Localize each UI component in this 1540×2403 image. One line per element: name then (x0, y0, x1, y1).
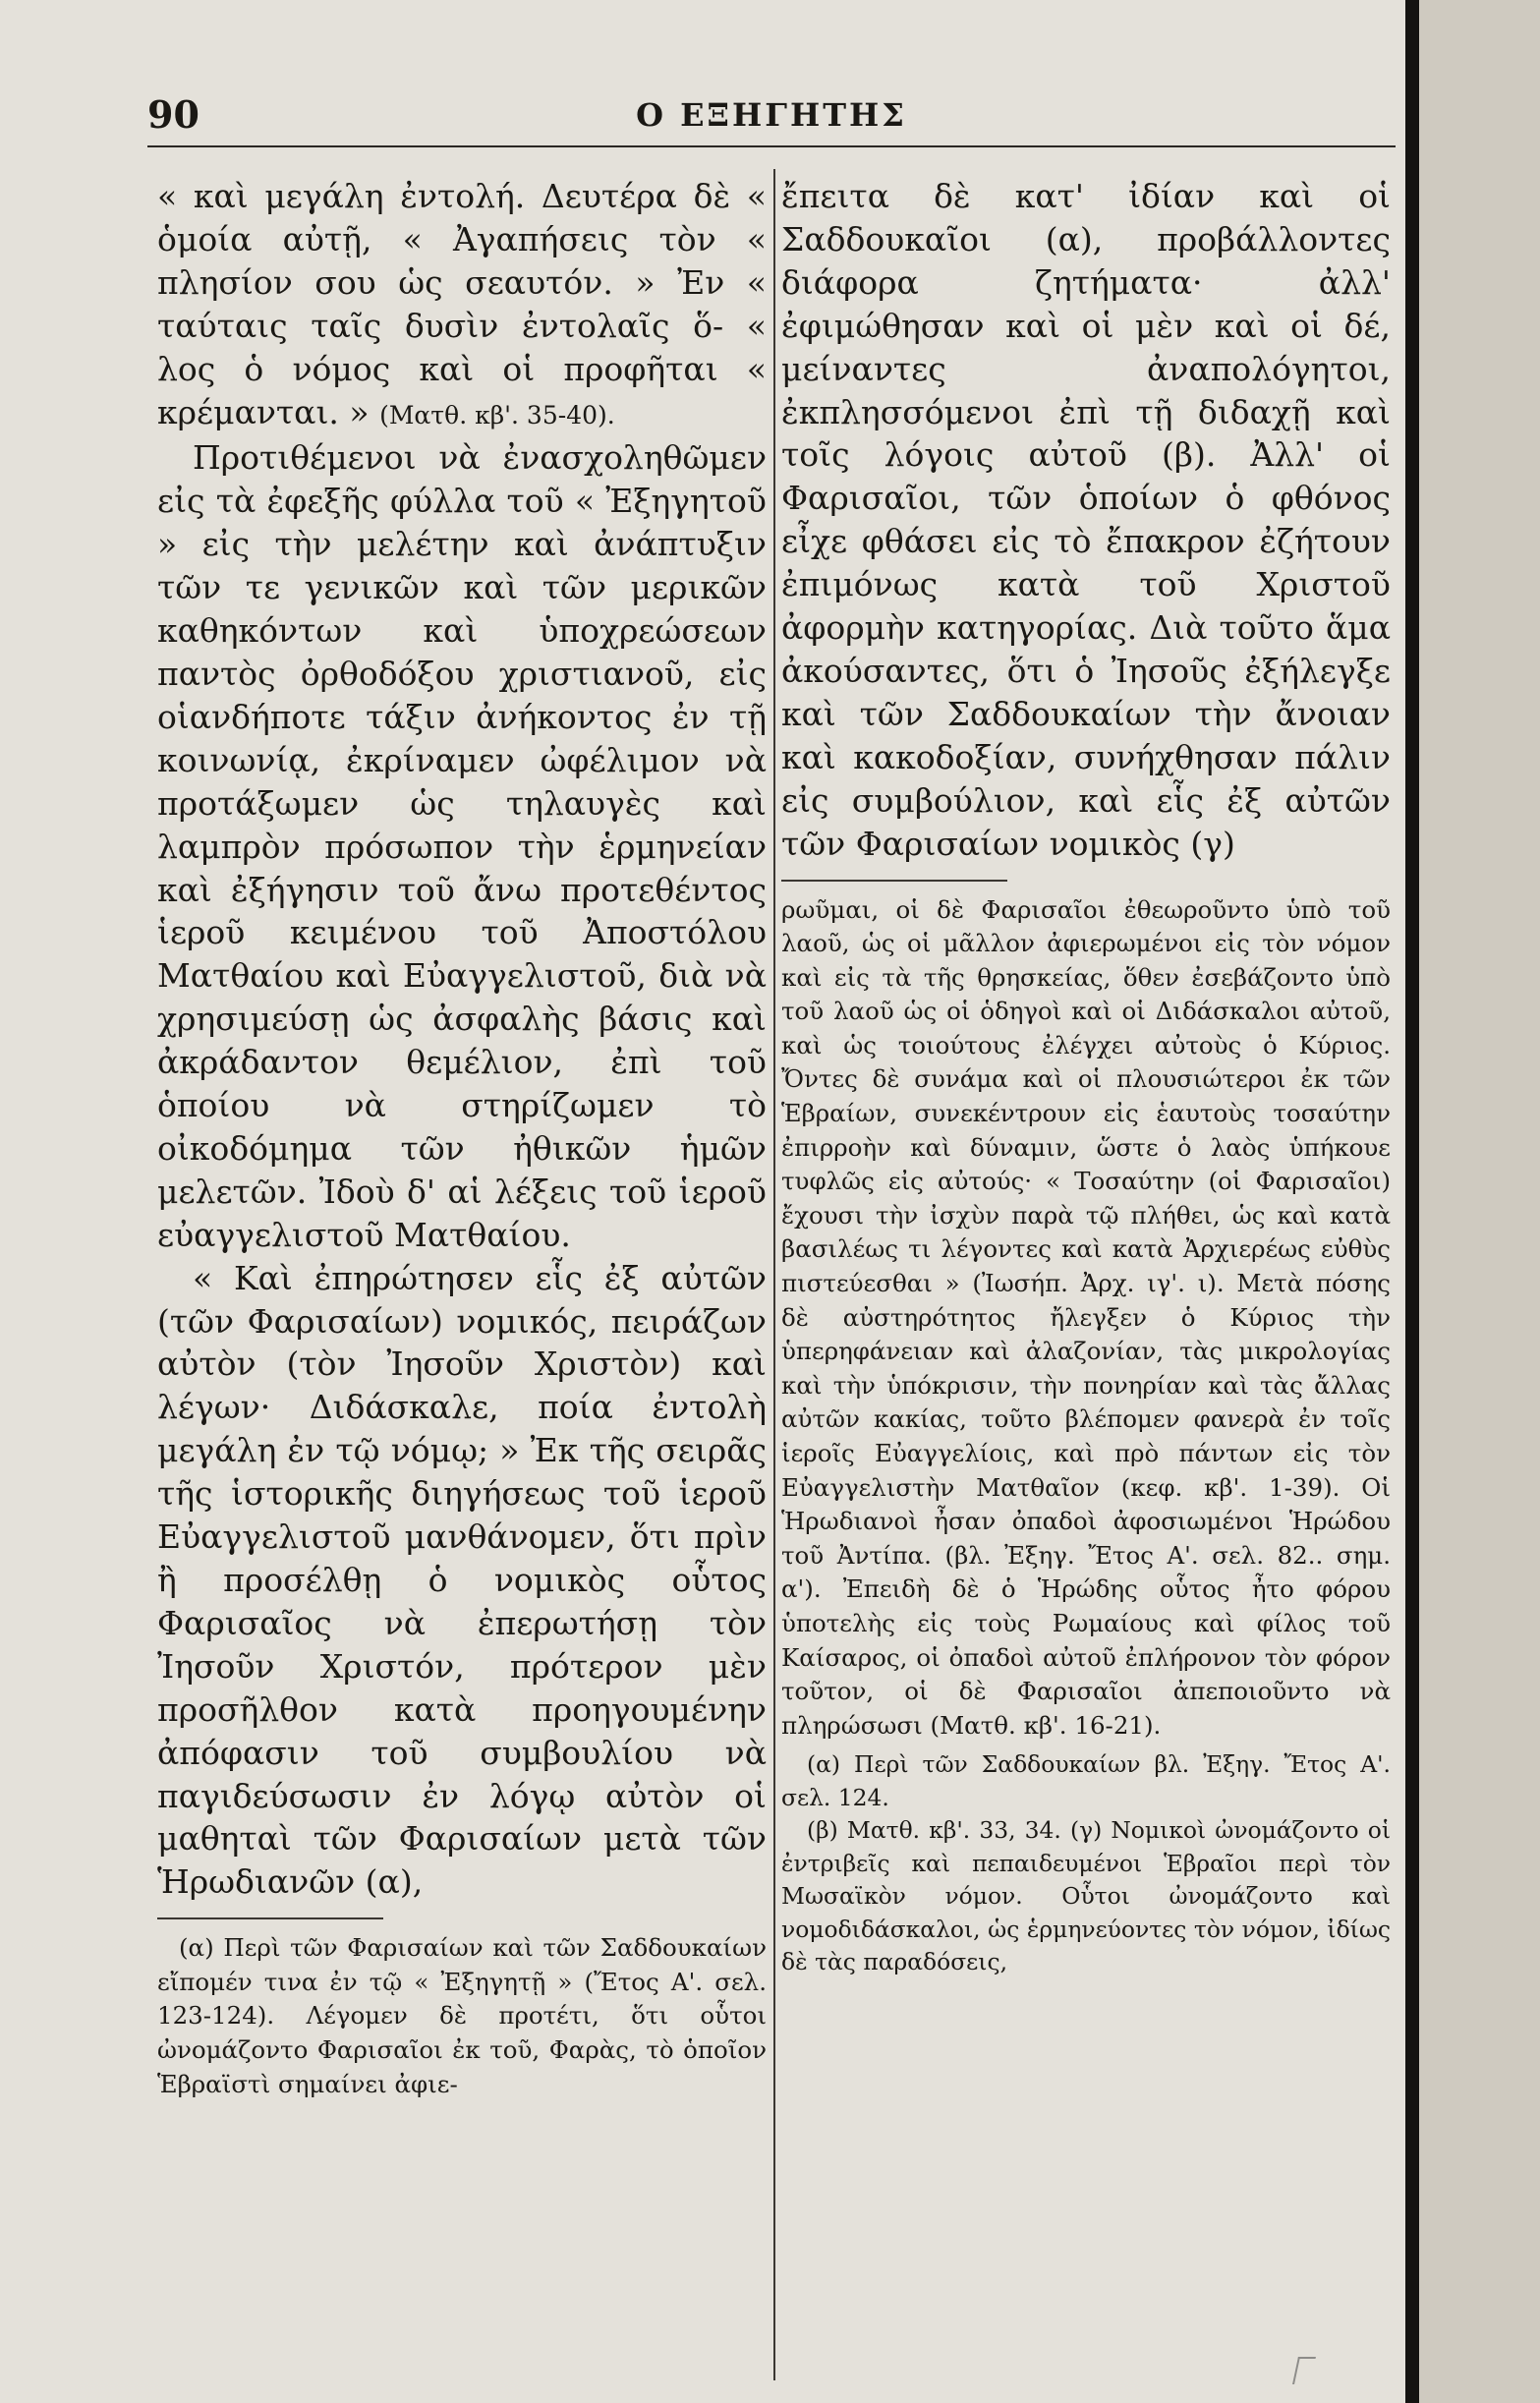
left-paragraph-1 (157, 175, 767, 436)
left-column (157, 175, 767, 2376)
left-paragraph-3: « Καὶ ἐπηρώτησεν εἷς ἐξ αὐτῶν (τῶν Φαρισαίων) νομικός, πειράζων αὐτὸν (τὸν Ἰησοῦν Χριστὸν) καὶ λέγων· Διδάσκαλε, ποία ἐντολὴ μεγάλη ἐν τῷ νόμῳ; » Ἐκ τῆς σειρᾶς τῆς ἱστορικῆς διηγήσεως τοῦ ἱεροῦ Εὐαγγελιστοῦ μανθάνομεν, ὅτι πρὶν ἢ προσέλθῃ ὁ νομικὸς οὗτος Φαρισαῖος νὰ ἐπερωτήσῃ τὸν Ἰησοῦν Χριστόν, πρότερον μὲν προσῆλθον κατὰ προηγουμένην ἀπόφασιν τοῦ συμβουλίου νὰ παγιδεύσωσιν ἐν λόγῳ αὐτὸν οἱ μαθηταὶ τῶν Φαρισαίων μετὰ τῶν Ἡρωδιανῶν (α), (157, 1258, 767, 1902)
right-footnote-a: (α) Περὶ τῶν Σαδδουκαίων βλ. Ἐξηγ. Ἔτος Α'. σελ. 124. (781, 1750, 1391, 1811)
right-main-text (781, 175, 1391, 866)
right-paragraph-1: ἔπειτα δὲ κατ' ἰδίαν καὶ οἱ Σαδδουκαῖοι (α), προβάλλοντες διάφορα ζητήματα· ἀλλ' ἐφιμώθησαν καὶ οἱ μὲν καὶ οἱ δέ, μείναντες ἀναπολόγητοι, ἐκπλησσόμενοι ἐπὶ τῇ διδαχῇ καὶ τοῖς λόγοις αὐτοῦ (β). Ἀλλ' οἱ Φαρισαῖοι, τῶν ὁποίων ὁ φθόνος εἶχε φθάσει εἰς τὸ ἔπακρον ἐζήτουν ἐπιμόνως κατὰ τοῦ Χριστοῦ ἀφορμὴν κατηγορίας. Διὰ τοῦτο ἅμα ἀκούσαντες, ὅτι ὁ Ἰησοῦς ἐξήλεγξε καὶ τῶν Σαδδουκαίων τὴν ἄνοιαν καὶ κακοδοξίαν, συνήχθησαν πάλιν εἰς συμβούλιον, καὶ εἷς ἐξ αὐτῶν τῶν Φαρισαίων νομικὸς (γ) (781, 177, 1391, 863)
right-lower-footnotes (781, 1748, 1391, 1979)
right-footnote-rule (781, 880, 1007, 882)
left-main-text (157, 175, 767, 1904)
right-footnotes (781, 893, 1391, 1744)
page-header (147, 86, 1396, 147)
left-paragraph-1-cite: (Ματθ. κβ'. 35-40). (379, 400, 615, 429)
left-paragraph-1-text: « καὶ μεγάλη ἐντολή. Δευτέρα δὲ « ὁμοία αὐτῇ, « Ἀγαπήσεις τὸν « πλησίον σου ὡς σεαυτόν. » Ἐν « ταύταις ταῖς δυσὶν ἐντολαῖς ὅ- « λος ὁ νόμος καὶ οἱ προφῆται « κρέμανται. » (157, 177, 767, 431)
left-footnote-rule (157, 1917, 383, 1919)
left-paragraph-2: Προτιθέμενοι νὰ ἐνασχοληθῶμεν εἰς τὰ ἐφεξῆς φύλλα τοῦ « Ἐξηγητοῦ » εἰς τὴν μελέτην καὶ ἀνάπτυξιν τῶν τε γενικῶν καὶ τῶν μερικῶν καθηκόντων καὶ ὑποχρεώσεων παντὸς ὀρθοδόξου χριστιανοῦ, εἰς οἱανδήποτε τάξιν ἀνήκοντος ἐν τῇ κοινωνίᾳ, ἐκρίναμεν ὠφέλιμον νὰ προτάξωμεν ὡς τηλαυγὲς καὶ λαμπρὸν πρόσωπον τὴν ἑρμηνείαν καὶ ἐξήγησιν τοῦ ἄνω προτεθέντος ἱεροῦ κειμένου τοῦ Ἀποστόλου Ματθαίου καὶ Εὐαγγελιστοῦ, διὰ νὰ χρησιμεύσῃ ὡς ἀσφαλὴς βάσις καὶ ἀκράδαντον θεμέλιον, ἐπὶ τοῦ ὁποίου νὰ στηρίζωμεν τὸ οἰκοδόμημα τῶν ἠθικῶν ἡμῶν μελετῶν. Ἰδοὺ δ' αἱ λέξεις τοῦ ἱεροῦ εὐαγγελιστοῦ Ματθαίου. (157, 438, 767, 1254)
right-footnote-b-c: (β) Ματθ. κβ'. 33, 34. (γ) Νομικοὶ ὠνομάζοντο οἱ ἐντριβεῖς καὶ πεπαιδευμένοι Ἑβραῖοι περὶ τὸν Μωσαϊκὸν νόμον. Οὗτοι ὠνομάζοντο καὶ νομοδιδάσκαλοι, ὡς ἑρμηνεύοντες τὸν νόμον, ἰδίως δὲ τὰς παραδόσεις, (781, 1816, 1391, 1976)
left-footnote-a: (α) Περὶ τῶν Φαρισαίων καὶ τῶν Σαδδουκαίων εἴπομέν τινα ἐν τῷ « Ἐξηγητῇ » (Ἔτος Α'. σελ. 123-124). Λέγομεν δὲ προτέτι, ὅτι οὗτοι ὠνομάζοντο Φαρισαῖοι ἐκ τοῦ, Φαρὰς, τὸ ὁποῖον Ἑβραϊστὶ σημαίνει ἀφιε- (157, 1933, 767, 2098)
left-footnotes (157, 1931, 767, 2101)
running-title: Ο ΕΞΗΓΗΤΗΣ (636, 96, 907, 134)
page-edge (1419, 0, 1540, 2403)
right-footnote-continuation: ρωῦμαι, οἱ δὲ Φαρισαῖοι ἐθεωροῦντο ὑπὸ τοῦ λαοῦ, ὡς οἱ μᾶλλον ἀφιερωμένοι εἰς τὸν νόμον καὶ εἰς τὰ τῆς θρησκείας, ὅθεν ἐσεβάζοντο ὑπὸ τοῦ λαοῦ ὡς οἱ ὁδηγοὶ καὶ οἱ Διδάσκαλοι αὐτοῦ, καὶ ὡς τοιούτους ἐλέγχει αὐτοὺς ὁ Κύριος. Ὄντες δὲ συνάμα καὶ οἱ πλουσιώτεροι ἐκ τῶν Ἑβραίων, συνεκέντρουν εἰς ἑαυτοὺς τοσαύτην ἐπιρροὴν καὶ δύναμιν, ὥστε ὁ λαὸς ὑπήκουε τυφλῶς εἰς αὐτούς· « Τοσαύτην (οἱ Φαρισαῖοι) ἔχουσι τὴν ἰσχὺν παρὰ τῷ πλήθει, ὡς καὶ κατὰ βασιλέως τι λέγοντες καὶ κατὰ Ἀρχιερέως εὐθὺς πιστεύεσθαι » (Ἰωσήπ. Ἀρχ. ιγ'. ι). Μετὰ πόσης δὲ αὐστηρότητος ἤλεγξεν ὁ Κύριος τὴν ὑπερηφάνειαν καὶ ἀλαζονίαν, τὰς μικρολογίας καὶ τὴν ὑπόκρισιν, τὴν πονηρίαν καὶ τὰς ἄλλας αὐτῶν κακίας, τοῦτο βλέπομεν φανερὰ ἐν τοῖς ἱεροῖς Εὐαγγελίοις, καὶ πρὸ πάντων εἰς τὸν Εὐαγγελιστὴν Ματθαῖον (κεφ. κβ'. 1-39). Οἱ Ἡρωδιανοὶ ἦσαν ὀπαδοὶ ἀφοσιωμένοι Ἡρώδου τοῦ Ἀντίπα. (βλ. Ἐξηγ. Ἔτος Α'. σελ. 82.. σημ. α'). Ἐπειδὴ δὲ ὁ Ἡρώδης οὗτος ἦτο φόρου ὑποτελὴς εἰς τοὺς Ρωμαίους καὶ φίλος τοῦ Καίσαρος, οἱ ὀπαδοὶ αὐτοῦ ἐπλήρονον τὸν φόρον τοῦτον, οἱ δὲ Φαρισαῖοι ἀπεποιοῦντο νὰ πληρώσωσι (Ματθ. κβ'. 16-21). (781, 894, 1391, 1740)
page-number: 90 (147, 92, 200, 137)
book-gutter (1405, 0, 1419, 2403)
column-divider (773, 169, 775, 2380)
right-column (781, 175, 1391, 2376)
